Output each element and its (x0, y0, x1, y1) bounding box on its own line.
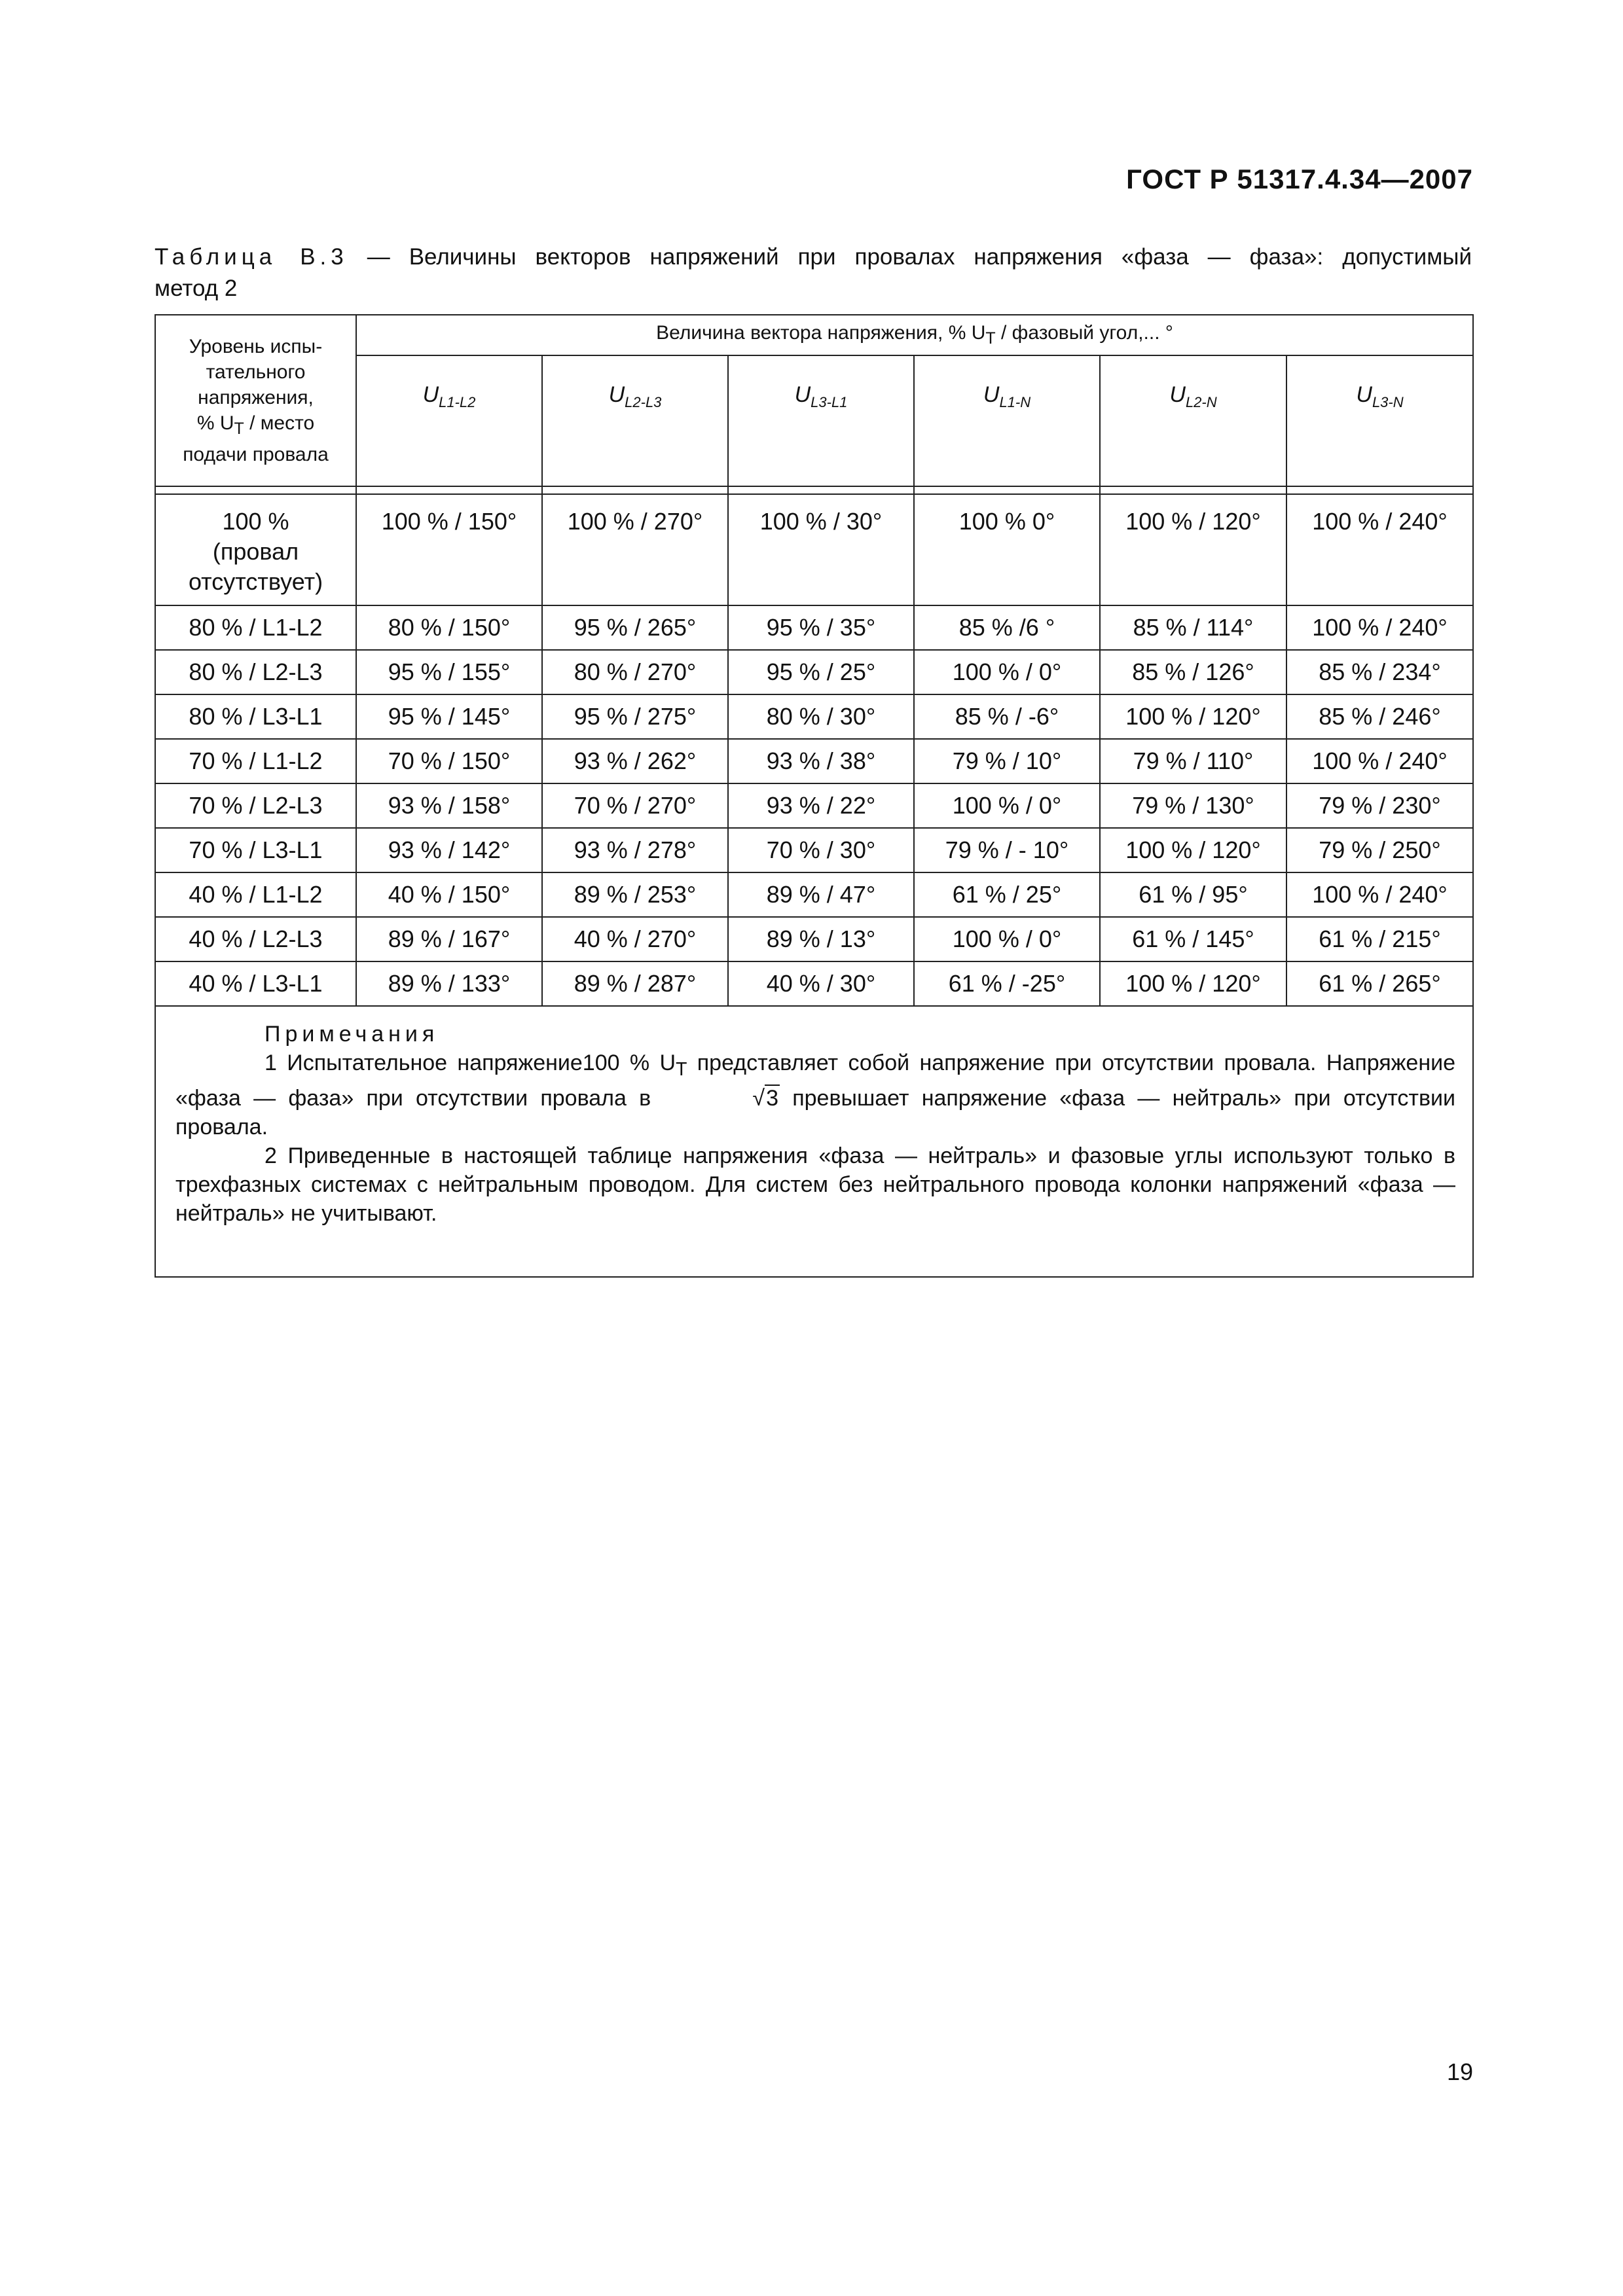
vector-magnitude-header (356, 315, 1473, 355)
row-label-line: отсутствует) (188, 568, 323, 595)
table-cell: 89 % / 167° (356, 917, 542, 961)
table-cell: 100 % / 0° (914, 650, 1100, 694)
column-header-ul1-l2 (356, 355, 542, 486)
note-1-text-c: превышает напряжение «фаза — нейтраль» при отсутствии провала. (175, 1085, 1456, 1139)
table-cell: 100 % 0° (914, 494, 1100, 605)
caption-lead: Таблица В.3 (155, 244, 348, 270)
table-cell: 85 % / 234° (1286, 650, 1473, 694)
notes-title: Примечания (264, 1022, 439, 1047)
table-cell: 79 % / 10° (914, 739, 1100, 783)
table-cell: 89 % / 133° (356, 961, 542, 1006)
table-cell: 100 % / 240° (1286, 494, 1473, 605)
table-cell: 89 % / 13° (728, 917, 914, 961)
table-cell: 61 % / 265° (1286, 961, 1473, 1006)
separator-cell (728, 486, 914, 494)
table-cell: 100 % / 240° (1286, 872, 1473, 917)
table-row (155, 650, 1473, 694)
row-label: 70 % / L1-L2 (155, 739, 356, 783)
table-cell: 93 % / 278° (542, 828, 728, 872)
test-level-header-line (156, 410, 356, 442)
table-row (155, 739, 1473, 783)
page-number: 19 (1446, 2058, 1473, 2085)
test-level-header-line: Уровень испы- (189, 336, 323, 357)
test-level-header-line: подачи провала (183, 444, 329, 465)
table-cell: 89 % / 47° (728, 872, 914, 917)
caption-text: — Величины векторов напряжений при провалах напряжения «фаза — фаза»: допустимый (348, 244, 1472, 270)
col-subscript: L2-L3 (625, 393, 662, 410)
separator-cell (914, 486, 1100, 494)
table-row (155, 872, 1473, 917)
table-cell: 40 % / 270° (542, 917, 728, 961)
note-1-subscript: T (676, 1058, 687, 1080)
table-cell: 95 % / 275° (542, 694, 728, 739)
table-row (155, 828, 1473, 872)
table-cell: 85 % / 114° (1100, 605, 1286, 650)
square-root-sign: √ (752, 1085, 765, 1111)
vector-header-text: Величина вектора напряжения, % U (656, 322, 986, 344)
table-row (155, 917, 1473, 961)
table-cell: 100 % / 120° (1100, 494, 1286, 605)
table-cell: 79 % / 230° (1286, 783, 1473, 828)
col-symbol: U (1169, 382, 1186, 407)
table-cell: 100 % / 0° (914, 917, 1100, 961)
table-cell: 79 % / 110° (1100, 739, 1286, 783)
table-cell: 100 % / 150° (356, 494, 542, 605)
row-label: 70 % / L2-L3 (155, 783, 356, 828)
table-row (155, 783, 1473, 828)
table-cell: 100 % / 270° (542, 494, 728, 605)
note-1-text-b: представляет собой напряжение при отсутствии провала. Напряжение «фаза — фаза» при отсутствии провала в (175, 1050, 1456, 1111)
table-cell: 93 % / 38° (728, 739, 914, 783)
table-cell: 61 % / 25° (914, 872, 1100, 917)
table-cell: 95 % / 35° (728, 605, 914, 650)
column-header-ul1-n (914, 355, 1100, 486)
table-caption-line2: метод 2 (155, 276, 238, 301)
row-label: 80 % / L3-L1 (155, 694, 356, 739)
col-symbol: U (983, 382, 1000, 407)
row-label (155, 494, 356, 605)
table-cell: 40 % / 150° (356, 872, 542, 917)
table-cell: 80 % / 150° (356, 605, 542, 650)
table-cell: 100 % / 30° (728, 494, 914, 605)
note-1-text-a: 1 Испытательное напряжение100 % U (264, 1050, 676, 1075)
table-cell: 100 % / 240° (1286, 605, 1473, 650)
table-cell: 70 % / 30° (728, 828, 914, 872)
separator-cell (1286, 486, 1473, 494)
row-label: 80 % / L1-L2 (155, 605, 356, 650)
column-header-ul3-n (1286, 355, 1473, 486)
table-body (155, 605, 1473, 1006)
ut-subscript: T (234, 420, 244, 438)
table-cell: 95 % / 265° (542, 605, 728, 650)
table-row (155, 605, 1473, 650)
row-label-line: 100 % (222, 508, 289, 535)
place-text: / место (244, 412, 315, 434)
table-row (155, 961, 1473, 1006)
table-cell: 100 % / 240° (1286, 739, 1473, 783)
table-cell: 61 % / 215° (1286, 917, 1473, 961)
test-level-header (155, 315, 356, 486)
table-cell: 100 % / 0° (914, 783, 1100, 828)
table-cell: 95 % / 155° (356, 650, 542, 694)
table-cell: 85 % / 126° (1100, 650, 1286, 694)
table-cell: 70 % / 270° (542, 783, 728, 828)
col-symbol: U (608, 382, 625, 407)
col-subscript: L1-L2 (439, 393, 476, 410)
vector-header-subscript: T (985, 329, 996, 348)
header-separator-row (155, 486, 1473, 494)
col-subscript: L2-N (1185, 393, 1217, 410)
table-cell: 79 % / 130° (1100, 783, 1286, 828)
table-cell: 85 % / 246° (1286, 694, 1473, 739)
square-root-three (663, 1084, 780, 1113)
col-subscript: L1-N (999, 393, 1031, 410)
note-2: 2 Приведенные в настоящей таблице напряжения «фаза — нейтраль» и фазовые углы используют только в трехфазных системах с нейтральным проводом. Для систем без нейтрального провода колонки напряжений «фаза — нейтраль» не учитывают. (175, 1143, 1456, 1226)
col-symbol: U (422, 382, 439, 407)
separator-cell (155, 486, 356, 494)
col-symbol: U (1356, 382, 1372, 407)
separator-cell (356, 486, 542, 494)
table-cell: 89 % / 287° (542, 961, 728, 1006)
table-cell: 61 % / -25° (914, 961, 1100, 1006)
vector-header-text-end: / фазовый угол,... ° (995, 322, 1173, 344)
table-cell: 80 % / 270° (542, 650, 728, 694)
separator-cell (542, 486, 728, 494)
table-row (155, 494, 1473, 605)
column-header-ul3-l1 (728, 355, 914, 486)
note-1 (175, 1049, 1455, 1141)
row-label: 80 % / L2-L3 (155, 650, 356, 694)
ut-symbol: % U (196, 412, 234, 434)
table-cell: 89 % / 253° (542, 872, 728, 917)
col-subscript: L3-N (1372, 393, 1404, 410)
row-label-line: (провал (212, 538, 299, 565)
table-cell: 61 % / 95° (1100, 872, 1286, 917)
col-symbol: U (794, 382, 811, 407)
table-cell: 100 % / 120° (1100, 961, 1286, 1006)
table-cell: 70 % / 150° (356, 739, 542, 783)
voltage-vector-table (155, 314, 1474, 1278)
table-cell: 100 % / 120° (1100, 828, 1286, 872)
test-level-header-line: тательного (206, 361, 306, 383)
table-caption (155, 242, 1472, 272)
table-cell: 93 % / 142° (356, 828, 542, 872)
test-level-header-line: напряжения, (198, 387, 314, 408)
table-cell: 79 % / - 10° (914, 828, 1100, 872)
row-label: 70 % / L3-L1 (155, 828, 356, 872)
document-header: ГОСТ Р 51317.4.34—2007 (1126, 164, 1473, 194)
row-label: 40 % / L2-L3 (155, 917, 356, 961)
table-cell: 79 % / 250° (1286, 828, 1473, 872)
notes-section (155, 1006, 1473, 1277)
separator-cell (1100, 486, 1286, 494)
col-subscript: L3-L1 (811, 393, 848, 410)
row-label: 40 % / L1-L2 (155, 872, 356, 917)
table-cell: 93 % / 262° (542, 739, 728, 783)
table-cell: 95 % / 25° (728, 650, 914, 694)
row-label: 40 % / L3-L1 (155, 961, 356, 1006)
table-cell: 93 % / 22° (728, 783, 914, 828)
table-cell: 95 % / 145° (356, 694, 542, 739)
table-row (155, 694, 1473, 739)
table-cell: 80 % / 30° (728, 694, 914, 739)
column-header-ul2-l3 (542, 355, 728, 486)
table-cell: 61 % / 145° (1100, 917, 1286, 961)
square-root-value: 3 (766, 1085, 778, 1111)
table-cell: 85 % /6 ° (914, 605, 1100, 650)
table-cell: 100 % / 120° (1100, 694, 1286, 739)
table-cell: 85 % / -6° (914, 694, 1100, 739)
table-cell: 93 % / 158° (356, 783, 542, 828)
column-header-ul2-n (1100, 355, 1286, 486)
table-cell: 40 % / 30° (728, 961, 914, 1006)
